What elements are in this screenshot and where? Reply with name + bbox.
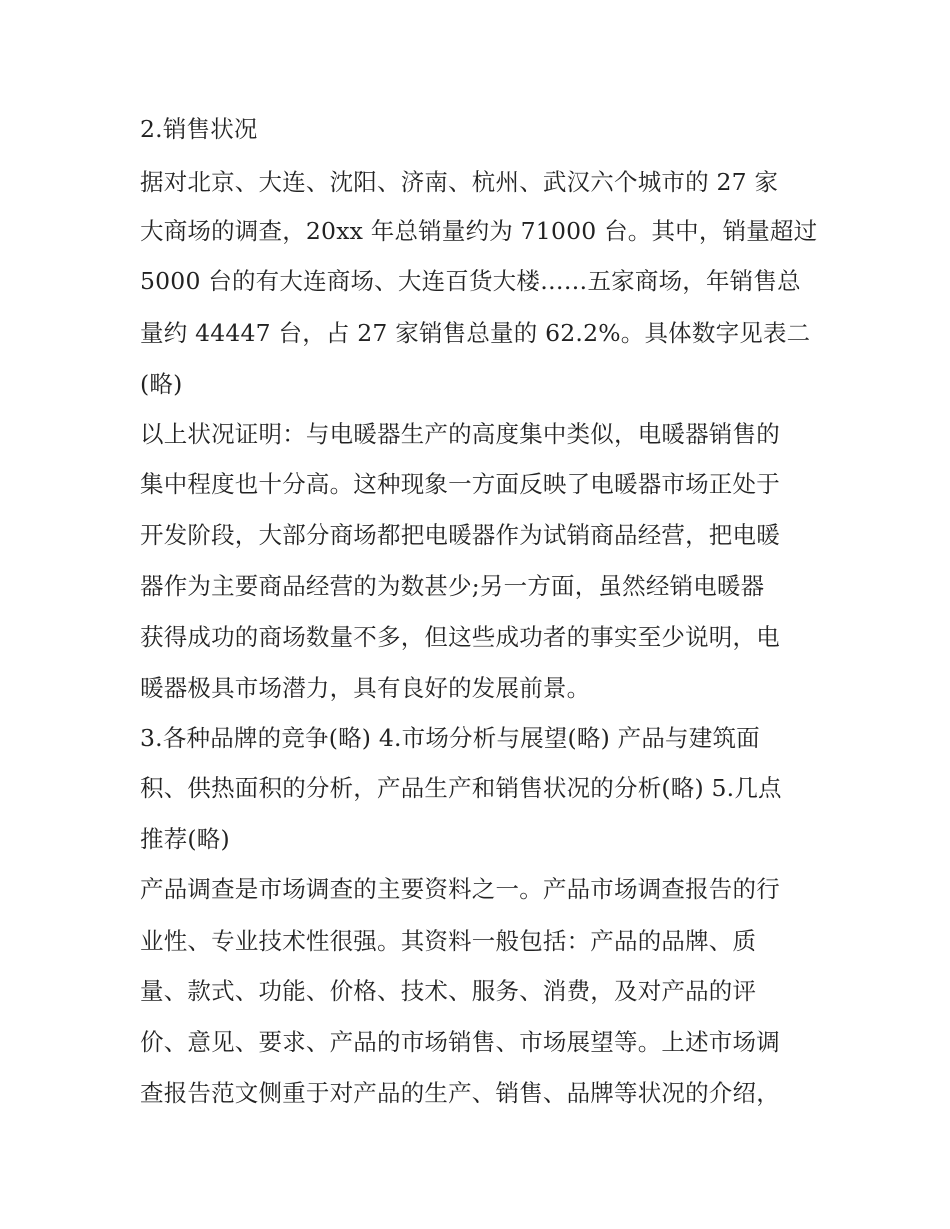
text-line: 器作为主要商品经营的为数甚少;另一方面，虽然经销电暖器	[140, 572, 765, 600]
text-line: 集中程度也十分高。这种现象一方面反映了电暖器市场正处于	[140, 470, 780, 498]
text-line: 据对北京、大连、沈阳、济南、杭州、武汉六个城市的 27 家	[140, 168, 779, 196]
text-line: 以上状况证明：与电暖器生产的高度集中类似，电暖器销售的	[140, 420, 780, 448]
text-line: 量、款式、功能、价格、技术、服务、消费，及对产品的评	[140, 977, 757, 1005]
text-line: 5000 台的有大连商场、大连百货大楼……五家商场，年销售总	[140, 267, 801, 295]
text-line: 3.各种品牌的竞争(略) 4.市场分析与展望(略) 产品与建筑面	[140, 724, 760, 752]
section-heading-sales: 2.销售状况	[140, 115, 258, 143]
text-line: 量约 44447 台，占 27 家销售总量的 62.2%。具体数字见表二	[140, 319, 811, 347]
text-line: 积、供热面积的分析，产品生产和销售状况的分析(略) 5.几点	[140, 774, 782, 802]
text-line: 业性、专业技术性很强。其资料一般包括：产品的品牌、质	[140, 927, 757, 955]
text-line: 推荐(略)	[140, 825, 230, 853]
text-line: 查报告范文侧重于对产品的生产、销售、品牌等状况的介绍，	[140, 1079, 780, 1107]
text-line: 暖器极具市场潜力，具有良好的发展前景。	[140, 674, 591, 702]
text-line: 产品调查是市场调查的主要资料之一。产品市场调查报告的行	[140, 875, 780, 903]
text-line: 价、意见、要求、产品的市场销售、市场展望等。上述市场调	[140, 1028, 780, 1056]
text-line: (略)	[140, 370, 183, 398]
text-line: 开发阶段，大部分商场都把电暖器作为试销商品经营，把电暖	[140, 521, 780, 549]
text-line: 大商场的调查，20xx 年总销量约为 71000 台。其中，销量超过	[140, 217, 818, 245]
text-line: 获得成功的商场数量不多，但这些成功者的事实至少说明，电	[140, 623, 780, 651]
